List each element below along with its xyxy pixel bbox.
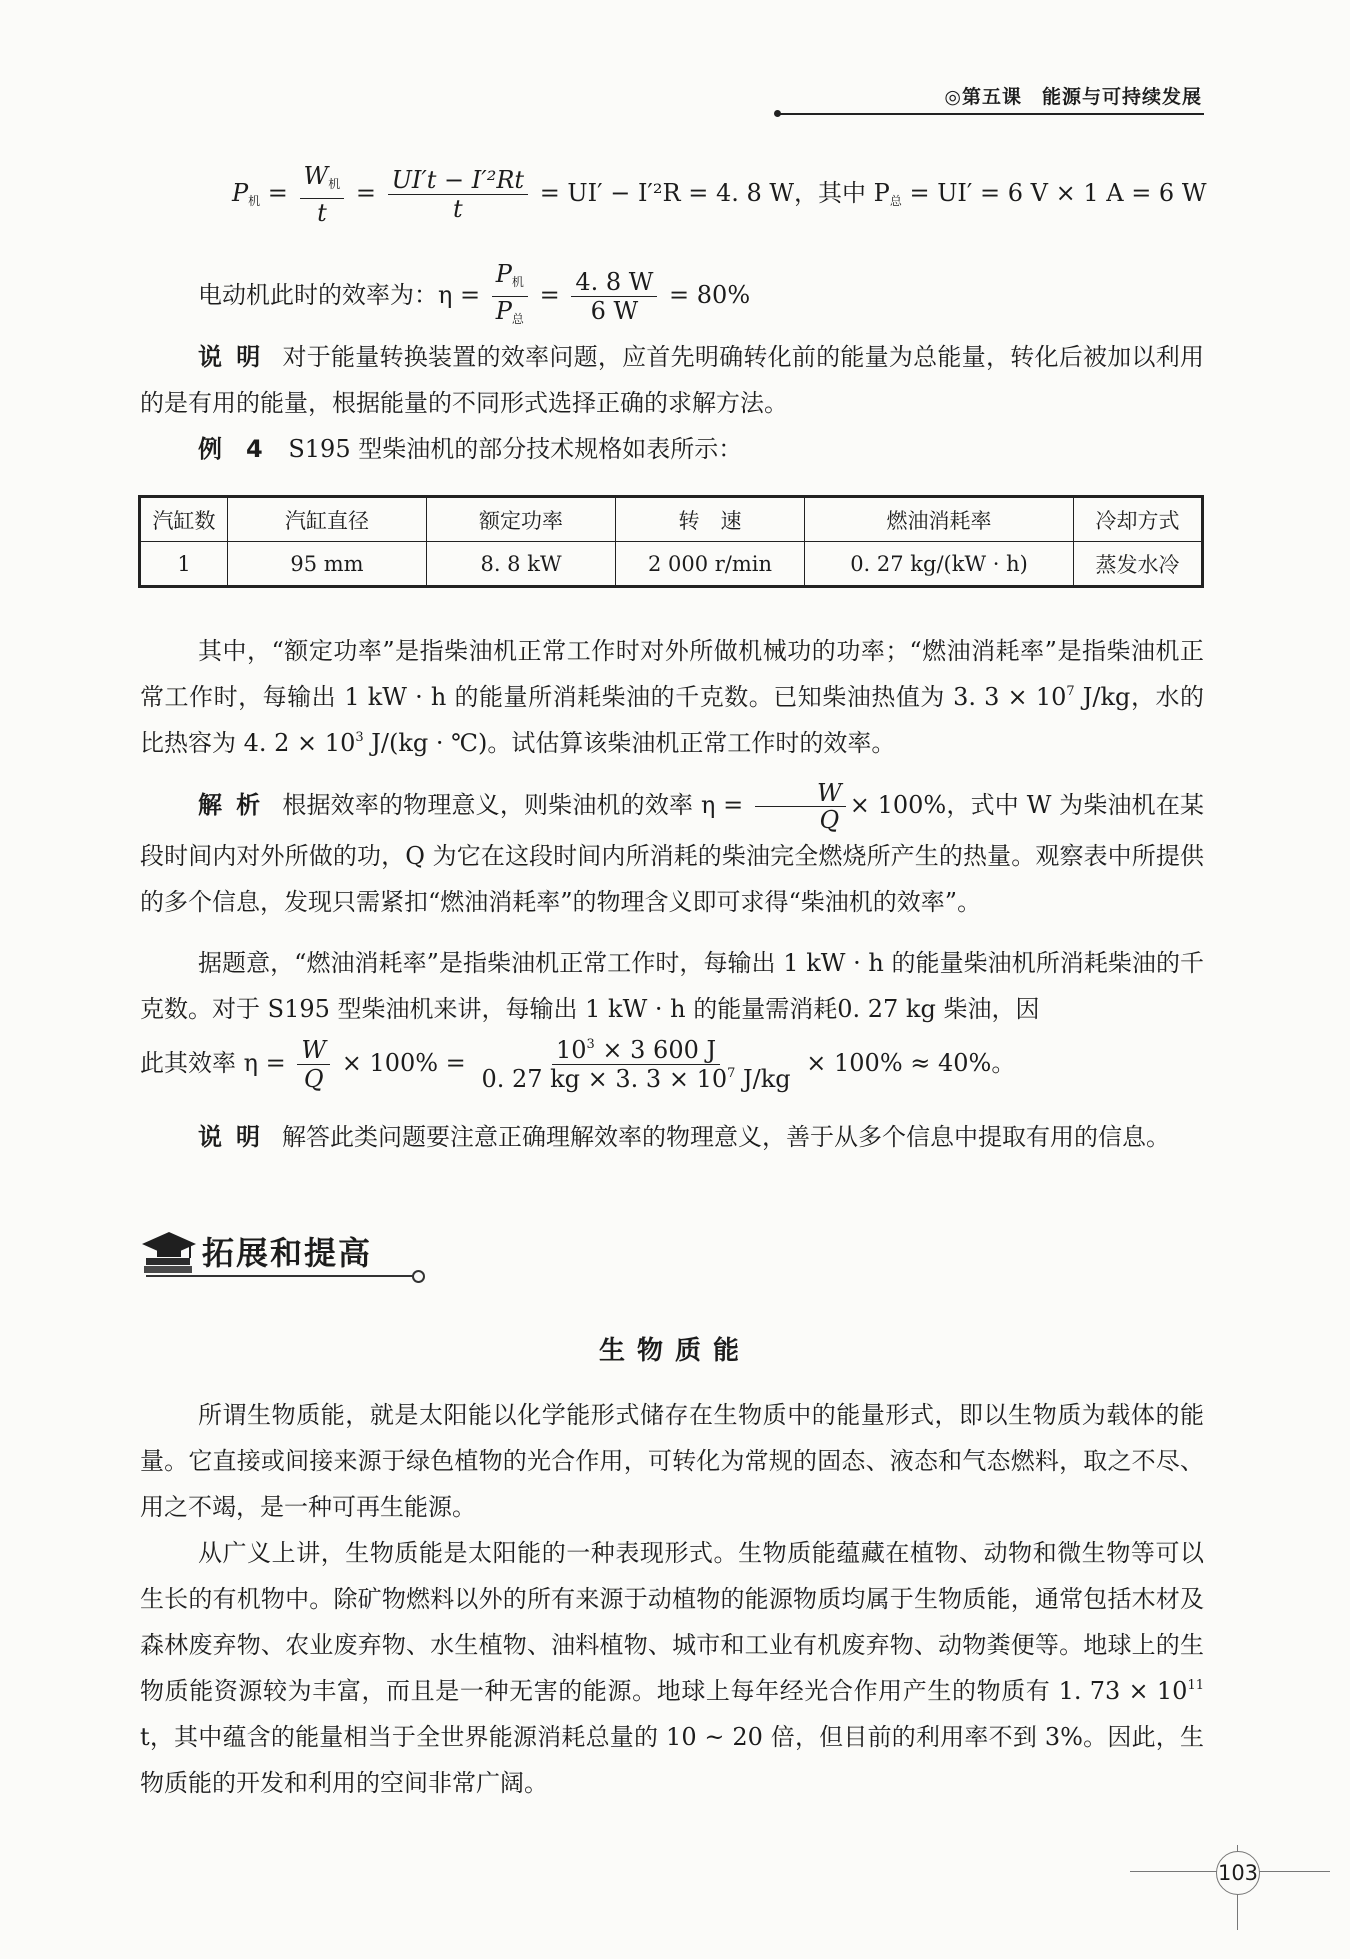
formula-power: $P_机$ = $\frac{W_机}{t}$ = $\frac{\text{UI′t − I′²Rt}}{t}$ = UI′ − I′²R = 4. 8 W，其中 $P_总 = UI' = 6$ V × 1 A = 6 W — [232, 162, 1207, 227]
formula-efficiency: 电动机此时的效率为：η = $\frac{P_机}{P_总}$ = $\frac{4. 8 W}{6 W}$ = 80% — [198, 260, 750, 333]
table-header-row — [140, 497, 1203, 542]
table-cell: 0. 27 kg/(kW · h) — [805, 542, 1074, 587]
table-cell: 2 000 r/min — [616, 542, 805, 587]
fraction-w-over-q: $\frac{W}{Q}$ — [755, 780, 846, 833]
page-number: 103 — [1216, 1851, 1260, 1895]
fraction-energy-ratio: $\frac{10^3 \times 3 600 J}{0. 27 kg \times 3. 3 \times 10^7 J/kg}$ — [481, 1036, 791, 1093]
fraction-w-over-t: $\frac{W_机}{t}$ — [300, 162, 345, 227]
section-title: 拓展和提高 — [202, 1234, 373, 1272]
fraction-values: $\frac{4. 8 W}{6 W}$ — [571, 268, 657, 325]
table-header-cell: 冷却方式 — [1074, 497, 1203, 542]
solution-formula: 此其效率 η = $\frac{W}{Q}$ × 100% = $\frac{10^3 \times 3 600 J}{0. 27 kg \times 3. 3 \times 10^7 J/kg}$ × 100% ≈ 40%。 — [140, 1036, 1016, 1093]
note-label: 说明 — [198, 343, 275, 371]
table-header-cell: 汽缸直径 — [228, 497, 427, 542]
header-rule — [778, 113, 1204, 115]
table-header-cell: 额定功率 — [427, 497, 616, 542]
chapter-header: ◎第五课 能源与可持续发展 — [944, 86, 1202, 108]
table-cell: 蒸发水冷 — [1074, 542, 1203, 587]
section-rule — [146, 1275, 414, 1277]
note-label: 说明 — [198, 1123, 274, 1151]
graduation-cap-books-icon — [140, 1226, 198, 1276]
table-header-cell: 燃油消耗率 — [805, 497, 1074, 542]
note-paragraph-2: 说明 解答此类问题要注意正确理解效率的物理意义，善于从多个信息中提取有用的信息。 — [198, 1123, 1170, 1151]
article-paragraph-2: 从广义上讲，生物质能是太阳能的一种表现形式。生物质能蕴藏在植物、动物和微生物等可以生长的有机物中。除矿物燃料以外的所有来源于动植物的能源物质均属于生物质能，通常包括木材及森林废弃物、农业废弃物、水生植物、油料植物、城市和工业有机废弃物、动物粪便等。地球上的生物质能资源较为丰富，而且是一种无害的能源。地球上每年经光合作用产生的物质有 1. $73 \times 10^{11}$ t，其中蕴含的能量相当于全世界能源消耗总量的 10 ~ 20 倍，但目前的利用率不到 3%。因此，生物质能的开发和利用的空间非常广阔。 — [140, 1539, 1204, 1797]
example-label: 例 4 — [198, 435, 263, 463]
table-header-cell: 汽缸数 — [140, 497, 228, 542]
fraction-w-over-q-2: $\frac{W}{Q}$ — [297, 1036, 330, 1093]
analysis-paragraph: 解析 根据效率的物理意义，则柴油机的效率 η = $\frac{W}{Q}$ × 100%，式中 W 为柴油机在某段时间内对外所做的功，Q 为它在这段时间内所消耗的柴油完全燃烧所产生的热量。观察表中所提供的多个信息，发现只需紧扣“燃油消耗率”的物理含义即可求得“柴油机的效率”。 — [140, 779, 1204, 916]
table-row — [140, 542, 1203, 587]
table-cell: 1 — [140, 542, 228, 587]
article-title: 生物质能 — [598, 1336, 751, 1366]
note-paragraph-1: 说明 对于能量转换装置的效率问题，应首先明确转化前的能量为总能量，转化后被加以利用的是有用的能量，根据能量的不同形式选择正确的求解方法。 — [140, 343, 1204, 417]
header-dot — [774, 110, 781, 117]
example-4: 例 4 S195 型柴油机的部分技术规格如表所示： — [198, 435, 743, 463]
fraction-p-over-p: $\frac{P_机}{P_总}$ — [492, 260, 528, 333]
analysis-label: 解析 — [198, 791, 275, 819]
table-cell: 8. 8 kW — [427, 542, 616, 587]
article-paragraph-1: 所谓生物质能，就是太阳能以化学能形式储存在生物质中的能量形式，即以生物质为载体的能量。它直接或间接来源于绿色植物的光合作用，可转化为常规的固态、液态和气态燃料，取之不尽、用之不竭，是一种可再生能源。 — [140, 1401, 1204, 1521]
problem-statement: 其中，“额定功率”是指柴油机正常工作时对外所做机械功的功率；“燃油消耗率”是指柴油机正常工作时，每输出 1 kW · h 的能量所消耗柴油的千克数。已知柴油热值为 3. $3 \times 10^7$ J/kg，水的比热容为 4. $2 \times 10^3$ J/(kg · ℃)。试估算该柴油机正常工作时的效率。 — [140, 637, 1204, 757]
table-cell: 95 mm — [228, 542, 427, 587]
table-header-cell: 转 速 — [616, 497, 805, 542]
solution-paragraph: 据题意，“燃油消耗率”是指柴油机正常工作时，每输出 1 kW · h 的能量柴油机所消耗柴油的千克数。对于 S195 型柴油机来讲，每输出 1 kW · h 的能量需消耗0. 27 kg 柴油，因 — [140, 949, 1204, 1023]
spec-table — [138, 495, 1204, 588]
fraction-uit: $\frac{\text{UI′t − I′²Rt}}{t}$ — [388, 166, 528, 223]
section-rule-end-ring — [412, 1270, 425, 1283]
